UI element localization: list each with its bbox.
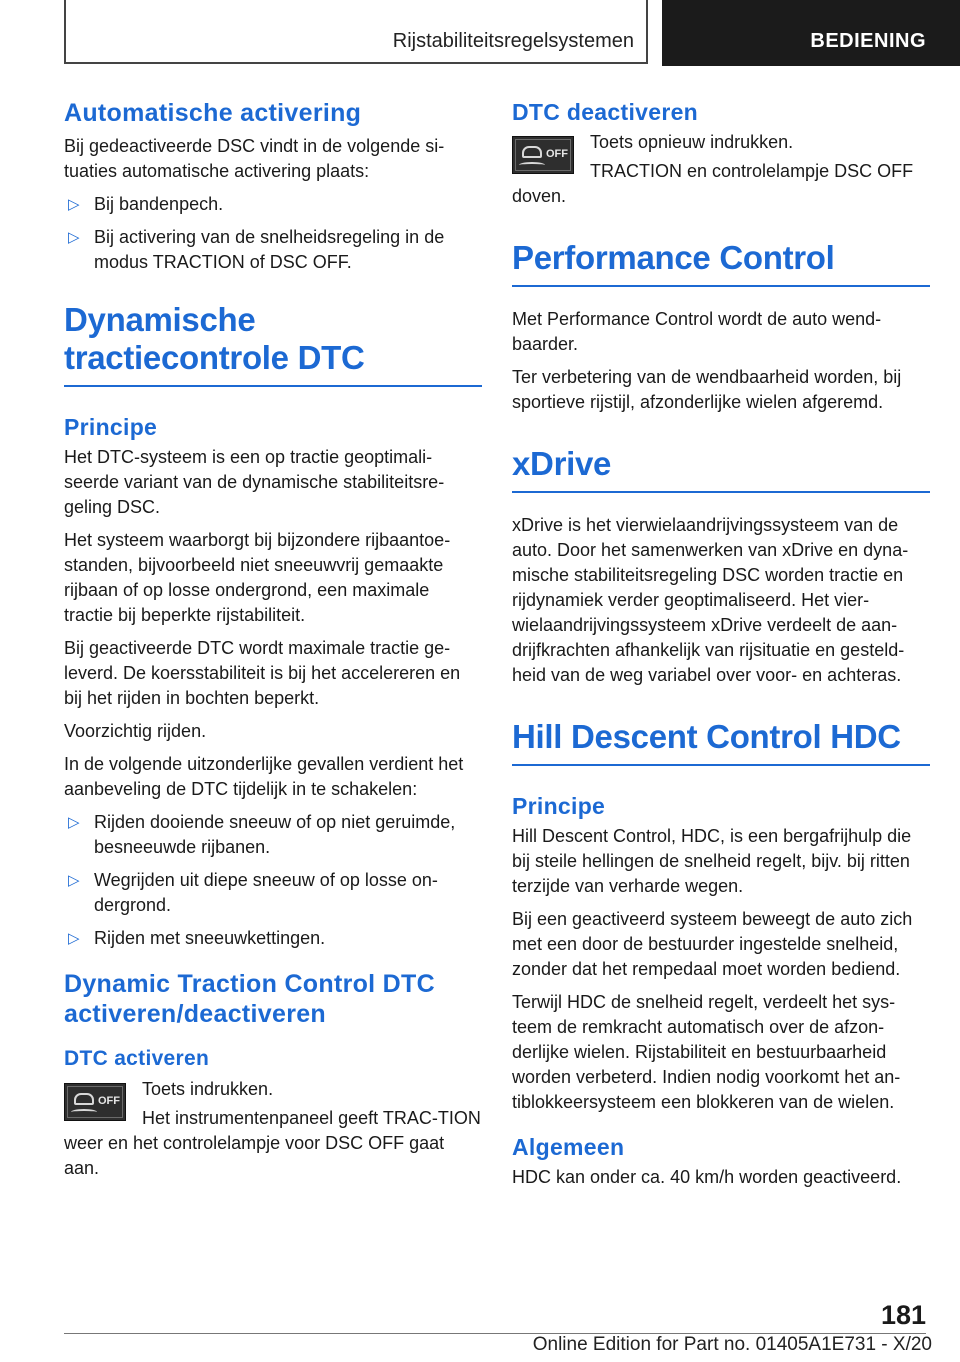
dtc-activate-block (64, 1077, 482, 1181)
triangle-bullet-icon: ▷ (68, 872, 80, 889)
page-number: 181 (880, 1300, 926, 1330)
section-title: Rijstabiliteitsregelsystemen (392, 30, 634, 52)
paragraph: Het instrumentenpaneel geeft TRAC-TION weer en het controlelampje voor DSC OFF gaat aan. (64, 1108, 481, 1178)
heading-dtc-toggle: Dynamic Traction Control DTC activeren/deactiveren (64, 970, 435, 1028)
heading-hdc: Hill Descent Control HDC (512, 718, 930, 766)
list-item: ▷ Bij activering van de snelheidsregeling in de modus TRACTION of DSC OFF. (68, 227, 445, 272)
dsc-off-button-icon: OFF (512, 136, 574, 174)
dsc-off-button-icon: OFF (64, 1083, 126, 1121)
triangle-bullet-icon: ▷ (68, 930, 80, 947)
paragraph: Het systeem waarborgt bij bijzondere rijbaantoe-standen, bijvoorbeeld niet sneeuwvrij gemaakte rijbaan of op losse ondergrond, een maximale tractie bij beperkte rijstabiliteit. (64, 530, 451, 625)
paragraph: Bij gedeactiveerde DSC vindt in de volgende si-tuaties automatische activering plaats: (64, 136, 445, 181)
left-column (64, 98, 482, 1189)
paragraph: Ter verbetering van de wendbaarheid worden, bij sportieve rijstijl, afzonderlijke wielen afgeremd. (512, 367, 902, 412)
heading-performance-control: Performance Control (512, 239, 930, 287)
paragraph: HDC kan onder ca. 40 km/h worden geactiveerd. (512, 1167, 902, 1187)
paragraph: Terwijl HDC de snelheid regelt, verdeelt het sys-teem de remkracht automatisch over de afzon-derlijke wielen. Rijstabiliteit en bestuurbaarheid worden verbeterd. Indien nodig voorkomt het an-tiblokkeersysteem een blokkeren van de wielen. (512, 992, 901, 1112)
list-item: ▷ Wegrijden uit diepe sneeuw of op losse on-dergrond. (68, 870, 438, 915)
paragraph: Bij een geactiveerd systeem beweegt de auto zich met een door de bestuurder ingestelde snelheid, zonder dat het rempedaal moet worden bediend. (512, 909, 913, 979)
paragraph: Toets opnieuw indrukken. (590, 132, 794, 152)
paragraph: TRACTION en controlelampje DSC OFF doven. (512, 161, 914, 206)
heading-xdrive: xDrive (512, 445, 930, 493)
triangle-bullet-icon: ▷ (68, 814, 80, 831)
paragraph: In de volgende uitzonderlijke gevallen verdient het aanbeveling de DTC tijdelijk in te schakelen: (64, 754, 464, 799)
paragraph: Met Performance Control wordt de auto wend-baarder. (512, 309, 882, 354)
heading-dtc-activate: DTC activeren (64, 1047, 210, 1070)
heading-dtc: Dynamische tractiecontrole DTC (64, 301, 482, 387)
heading-dtc-deactivate: DTC deactiveren (512, 99, 699, 125)
heading-principle: Principe (64, 414, 158, 440)
edition-note: Online Edition for Part no. 01405A1E731 - X/20 (532, 1334, 932, 1355)
triangle-bullet-icon: ▷ (68, 196, 80, 213)
list-item: ▷ Rijden met sneeuwkettingen. (64, 926, 482, 951)
paragraph: xDrive is het vierwielaandrijvingssysteem van de auto. Door het samenwerken van xDrive en dyna-mische stabiliteitsregeling DSC worden tractie en rijdynamiek verder geoptimaliseerd. Het vier-wielaandrijvingssysteem xDrive verdeelt de aan-drijfkrachten afhankelijk van rijsituatie en gesteld-heid van de weg variabel over voor- en achteras. (512, 515, 909, 685)
paragraph: Voorzichtig rijden. (64, 721, 207, 741)
heading-principle: Principe (512, 793, 606, 819)
paragraph: Hill Descent Control, HDC, is een bergafrijhulp die bij steile hellingen de snelheid regelt, bijv. bij ritten terzijde van verharde wegen. (512, 826, 912, 896)
right-column (512, 98, 930, 1198)
triangle-bullet-icon: ▷ (68, 229, 80, 246)
list-item: ▷ Bij bandenpech. (64, 192, 482, 217)
heading-general: Algemeen (512, 1134, 625, 1160)
heading-auto-activation: Automatische activering (64, 99, 362, 127)
paragraph: Het DTC-systeem is een op tractie geoptimali-seerde variant van de dynamische stabiliteitsre-geling DSC. (64, 447, 445, 517)
paragraph: Bij geactiveerde DTC wordt maximale tractie ge-leverd. De koersstabiliteit is bij het accelereren en bij het rijden in bochten beperkt. (64, 638, 461, 708)
dtc-deactivate-block (512, 130, 930, 209)
chapter-tab-label: BEDIENING (810, 30, 926, 52)
paragraph: Toets indrukken. (142, 1079, 274, 1099)
list-item: ▷ Rijden dooiende sneeuw of op niet geruimde, besneeuwde rijbanen. (68, 812, 456, 857)
